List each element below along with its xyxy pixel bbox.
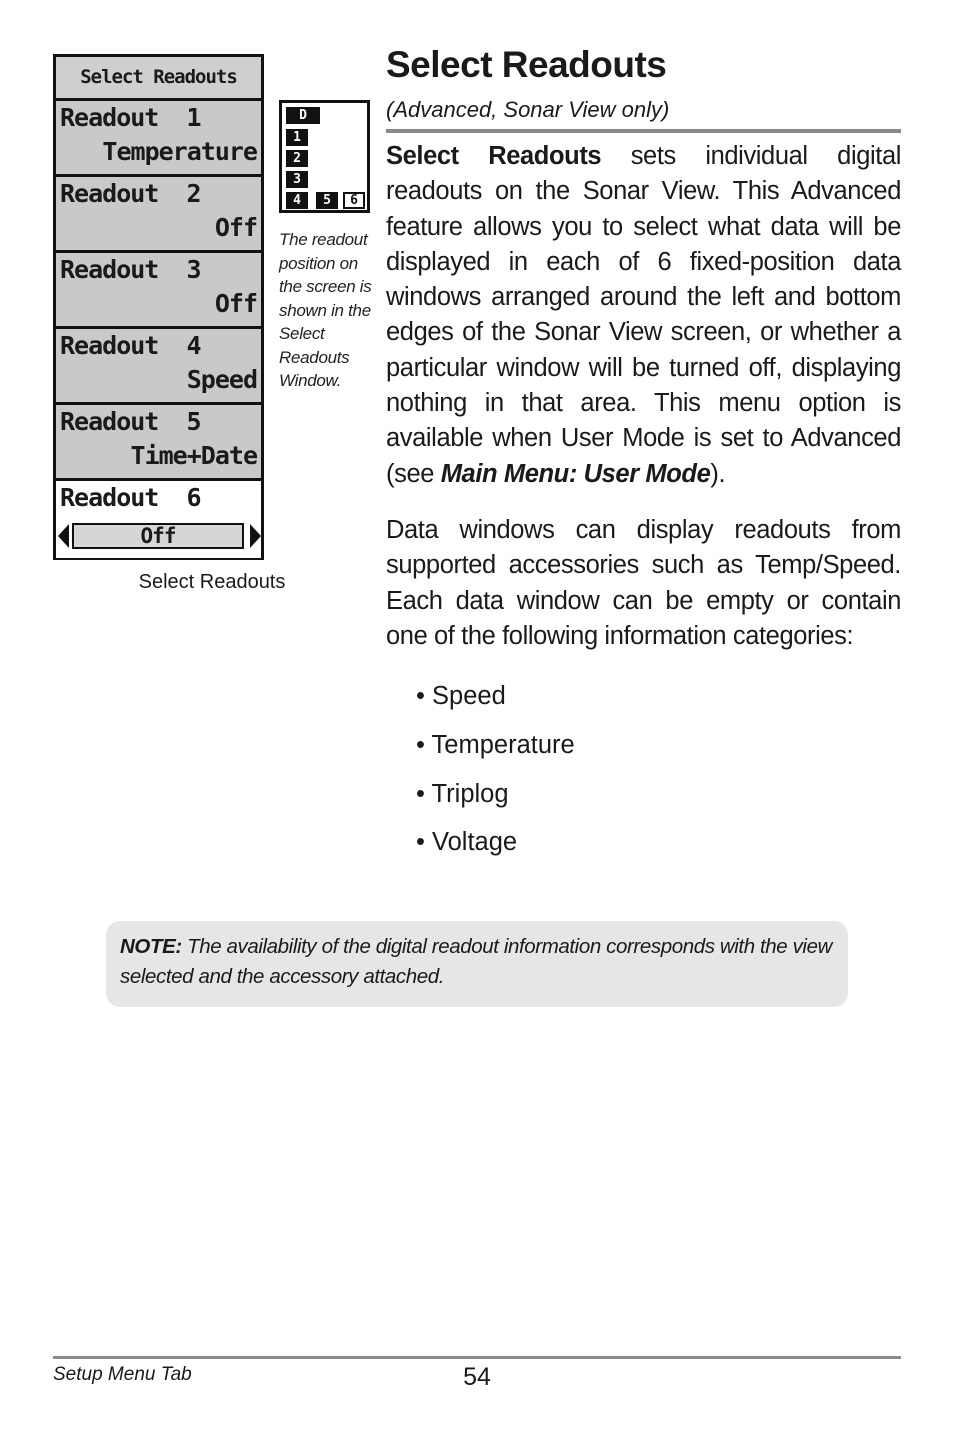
menu-item-value: Time+Date <box>130 441 257 470</box>
list-item: • Voltage <box>416 828 518 857</box>
menu-item-value: Speed <box>186 365 257 394</box>
page-number: 54 <box>463 1363 491 1391</box>
arrow-left-icon[interactable] <box>58 524 69 548</box>
menu-item-label: Readout 1 <box>60 103 201 132</box>
readout-position-diagram <box>279 100 370 213</box>
menu-item-readout-4[interactable] <box>56 329 261 405</box>
arrow-right-icon[interactable] <box>250 524 261 548</box>
select-readouts-menu <box>53 54 264 560</box>
menu-header: Select Readouts <box>56 57 261 101</box>
menu-item-readout-3[interactable] <box>56 253 261 329</box>
cross-reference: Main Menu: User Mode <box>440 459 711 488</box>
data-windows-paragraph: Data windows can display readouts from supported accessories such as Temp/Speed. Each data window can be empty or contain one of the following information categories: <box>386 516 901 650</box>
footer-section-name: Setup Menu Tab <box>53 1364 192 1385</box>
bold-lead: Select Readouts <box>386 142 602 170</box>
title-divider <box>386 129 901 133</box>
list-item: • Triplog <box>416 779 509 808</box>
menu-item-readout-6[interactable] <box>56 481 261 558</box>
position-note: The readout position on the screen is shown in the Select Readouts Window. <box>279 230 372 390</box>
section-title: Select Readouts <box>386 44 667 85</box>
menu-item-label: Readout 3 <box>60 255 201 284</box>
list-item: • Speed <box>416 682 506 710</box>
selected-value: Off <box>72 523 244 549</box>
menu-item-label: Readout 5 <box>60 407 201 436</box>
menu-item-label: Readout 4 <box>60 331 201 360</box>
menu-item-readout-2[interactable] <box>56 177 261 253</box>
category-list <box>416 678 575 873</box>
note-label: NOTE: <box>120 935 182 958</box>
menu-item-label: Readout 6 <box>60 483 201 512</box>
position-label-6: 6 <box>343 192 365 209</box>
position-label-3: 3 <box>286 171 308 188</box>
footer-divider <box>53 1356 901 1359</box>
menu-item-readout-5[interactable] <box>56 405 261 481</box>
figure-caption: Select Readouts <box>138 571 286 593</box>
intro-paragraph <box>386 139 901 492</box>
note-box <box>106 921 848 1007</box>
position-label-1: 1 <box>286 129 308 146</box>
position-label-4: 4 <box>286 192 308 209</box>
list-item: • Temperature <box>416 730 575 759</box>
note-text: The availability of the digital readout information corresponds with the view selected and the accessory attached. <box>120 935 832 988</box>
paragraph-text: sets individual digital readouts on the Sonar View. This Advanced feature allows you to select what data will be displayed in each of 6 fixed-position data windows arranged around the left and bottom edges of the Sonar View screen, or whether a particular window will be turned off, displaying nothing in that area. This menu option is available when User Mode is set to Advanced (see <box>386 142 901 488</box>
position-label-5: 5 <box>316 192 338 209</box>
position-label-d: D <box>286 107 320 124</box>
paragraph-end: ). <box>710 459 726 488</box>
menu-item-value: Temperature <box>102 137 257 166</box>
menu-item-value: Off <box>214 289 257 318</box>
menu-item-readout-1[interactable] <box>56 101 261 177</box>
menu-item-label: Readout 2 <box>60 179 201 208</box>
section-subtitle: (Advanced, Sonar View only) <box>386 97 670 122</box>
position-label-2: 2 <box>286 150 308 167</box>
value-selector[interactable] <box>56 521 261 551</box>
menu-item-value: Off <box>214 213 257 242</box>
